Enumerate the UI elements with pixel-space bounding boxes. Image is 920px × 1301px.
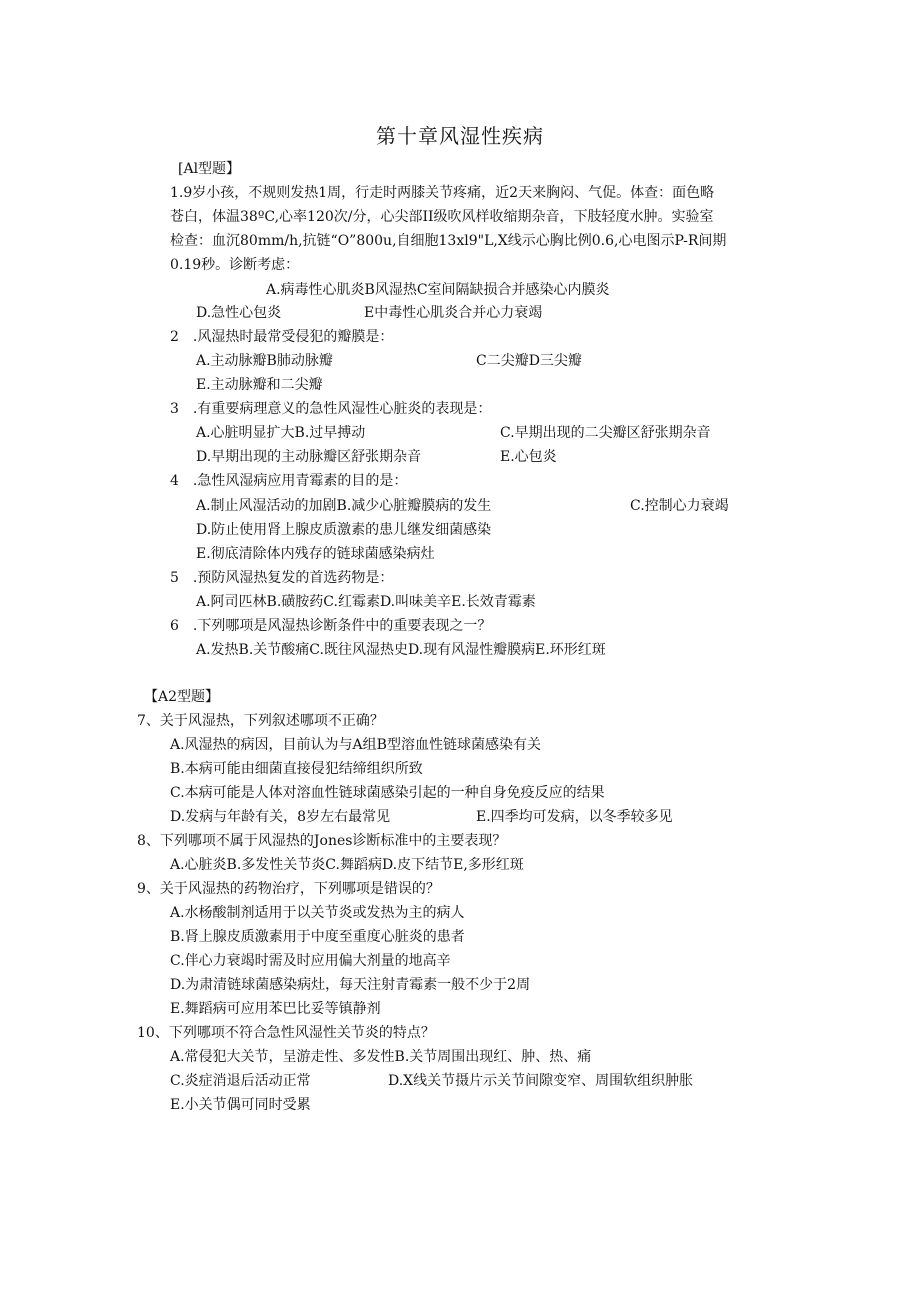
- q9-option-a: A.水杨酸制剂适用于以关节炎或发热为主的病人: [170, 905, 465, 921]
- q1-option-e: E中毒性心肌炎合并心力衰竭: [364, 305, 543, 321]
- q3-option-d: D.早期出现的主动脉瓣区舒张期杂音: [196, 449, 422, 465]
- q7-option-d: D.发病与年龄有关，8岁左右最常见: [170, 809, 391, 825]
- q8-options: A.心脏炎B.多发性关节炎C.舞蹈病D.皮下结节E,多形红斑: [170, 857, 524, 873]
- q1-option-d: D.急性心包炎: [196, 305, 282, 321]
- q8-stem: 8、下列哪项不属于风湿热的Jones诊断标准中的主要表现？: [137, 833, 507, 849]
- q5-options: A.阿司匹林B.磺胺药C.红霉素D.叫味美辛E.长效青霉素: [196, 594, 536, 610]
- q10-option-e: E.小关节偶可同时受累: [170, 1097, 311, 1113]
- q7-option-b: B.本病可能由细菌直接侵犯结缔组织所致: [170, 761, 423, 777]
- q3-option-c: C.早期出现的二尖瓣区舒张期杂音: [500, 425, 711, 441]
- q2-stem: 2 .风湿热时最常受侵犯的瓣膜是：: [170, 329, 394, 345]
- q3-options-ab: A.心脏明显扩大B.过早搏动: [196, 425, 366, 441]
- q10-option-d: D.X线关节摄片示关节间隙变窄、周围软组织肿胀: [388, 1073, 694, 1089]
- q3-stem: 3 .有重要病理意义的急性风湿性心脏炎的表现是：: [170, 401, 492, 417]
- q9-option-e: E.舞蹈病可应用苯巴比妥等镇静剂: [170, 1001, 381, 1017]
- q10-option-c: C.炎症消退后活动正常: [170, 1073, 311, 1089]
- q7-option-c: C.本病可能是人体对溶血性链球菌感染引起的一种自身免疫反应的结果: [170, 785, 605, 801]
- q2-option-e: E.主动脉瓣和二尖瓣: [196, 377, 323, 393]
- q9-option-c: C.伴心力衰竭时需及时应用偏大剂量的地高辛: [170, 953, 451, 969]
- q9-option-d: D.为肃清链球菌感染病灶，每天注射青霉素一般不少于2周: [170, 977, 531, 993]
- section-a1-heading: [Al型题】: [178, 161, 241, 177]
- q4-option-e: E.彻底清除体内残存的链球菌感染病灶: [196, 546, 435, 562]
- q7-option-e: E.四季均可发病，以冬季较多见: [476, 809, 673, 825]
- q1-stem-line-1: 1.9岁小孩，不规则发热1周，行走时两膝关节疼痛，近2天来胸闷、气促。体查：面色略: [170, 185, 715, 201]
- q7-stem: 7、关于风湿热，下列叙述哪项不正确？: [137, 713, 384, 729]
- q2-options-cd: C二尖瓣D三尖瓣: [476, 353, 582, 369]
- q1-stem-line-4: 0.19秒。诊断考虑：: [170, 257, 300, 273]
- q4-options-ab: A.制止风湿活动的加剧B.减少心脏瓣膜病的发生: [196, 498, 492, 514]
- q9-stem: 9、关于风湿热的药物治疗，下列哪项是错误的？: [137, 881, 440, 897]
- q6-options: A.发热B.关节酸痛C.既往风湿热史D.现有风湿性瓣膜病E.环形红斑: [196, 642, 606, 658]
- q4-option-c: C.控制心力衰竭: [630, 498, 729, 514]
- q1-stem-line-2: 苍白，体温38ºC,心率120次/分，心尖部II级吹风样收缩期杂音，下肢轻度水肿。实验室: [170, 209, 714, 225]
- q7-option-a: A.风湿热的病因，目前认为与A组B型溶血性链球菌感染有关: [170, 737, 541, 753]
- q9-option-b: B.肾上腺皮质激素用于中度至重度心脏炎的患者: [170, 929, 465, 945]
- section-a2-heading: 【A2型题】: [144, 689, 220, 705]
- q1-stem-line-3: 检查：血沉80mm/h,抗链“O”800u,自细胞13xl9"L,X线示心胸比例0.6,心电图示P-R间期: [170, 233, 727, 249]
- q3-option-e: E.心包炎: [500, 449, 557, 465]
- q1-options-abc: A.病毒性心肌炎B风湿热C室间隔缺损合并感染心内膜炎: [266, 282, 610, 298]
- q6-stem: 6 .下列哪项是风湿热诊断条件中的重要表现之一？: [170, 618, 492, 634]
- q4-option-d: D.防止使用肾上腺皮质激素的患儿继发细菌感染: [196, 522, 492, 538]
- q10-stem: 10、下列哪项不符合急性风湿性关节炎的特点？: [137, 1025, 435, 1041]
- q10-options-ab: A.常侵犯大关节，呈游走性、多发性B.关节周围出现红、肿、热、痛: [170, 1049, 592, 1065]
- q4-stem: 4 .急性风湿病应用青霉素的目的是：: [170, 473, 408, 489]
- q5-stem: 5 .预防风湿热复发的首选药物是：: [170, 570, 394, 586]
- chapter-title: 第十章风湿性疾病: [376, 124, 544, 148]
- q2-options-ab: A.主动脉瓣B肺动脉瓣: [196, 353, 333, 369]
